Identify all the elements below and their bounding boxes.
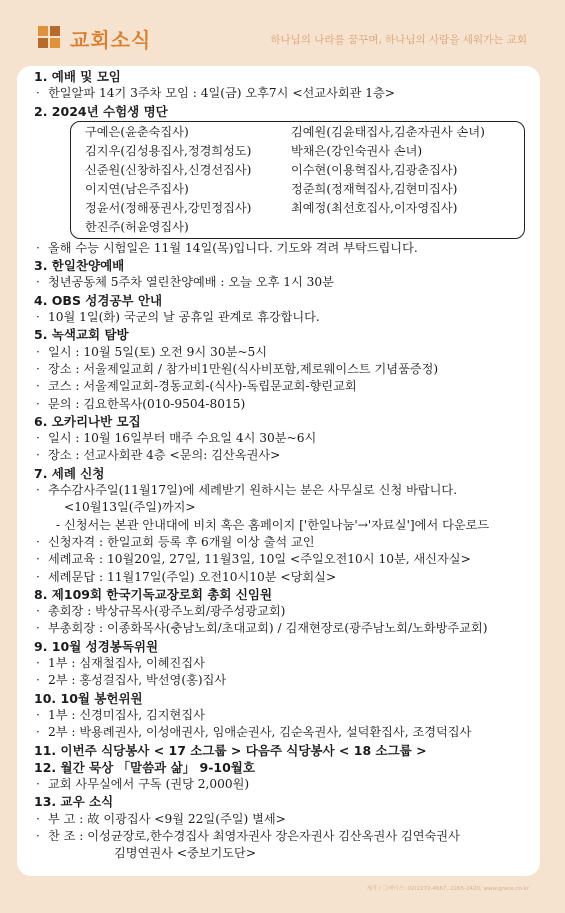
news-item: · 2부 : 홍성걸집사, 박선영(홍)집사 [34,672,539,689]
student-roster [70,121,525,239]
section-title: 4. OBS 성경공부 안내 [34,292,163,308]
logo-square [50,38,60,48]
page-title: 교회소식 [70,28,152,52]
news-item: · 2부 : 박용례권사, 이성애권사, 임애순권사, 김순옥권사, 설덕환집사, 조경덕집사 [34,724,539,741]
news-item: · 올해 수능 시험일은 11월 14일(목)입니다. 기도와 격려 부탁드립니다. [34,240,539,257]
news-item: · 부 고 : 故 이광집사 <9월 22일(주일) 별세> [34,811,539,828]
news-item: · 교회 사무실에서 구독 (권당 2,000원) [34,776,539,793]
section-title: 1. 예배 및 모임 [34,69,121,84]
roster-name: 김지우(김성용집사,정경희성도) [85,143,252,158]
roster-name [291,218,524,237]
news-item: · 총회장 : 박상규목사(광주노회/광주성광교회) [34,603,539,620]
news-item: <10월13일(주일)까지> [64,500,196,515]
roster-name: 정준희(정재혁집사,김현미집사) [291,181,458,196]
section-title: 11. 이번주 식당봉사 < 17 소그룹 > 다음주 식당봉사 < 18 소그룹 > [34,742,427,758]
news-item: · 10월 1일(화) 국군의 날 공휴일 관계로 휴강합니다. [34,309,539,326]
news-item: · 일시 : 10월 5일(토) 오전 9시 30분~5시 [34,344,539,361]
roster-name: 신준원(신창하집사,신경선집사) [85,162,252,177]
logo-square [38,26,48,36]
roster-name: 한진주(허윤영집사) [85,219,189,234]
logo-square [50,26,60,36]
section-title: 8. 제109회 한국기독교장로회 총회 신임원 [34,586,273,602]
section-title: 9. 10월 성경봉독위원 [34,638,159,654]
news-item: · 1부 : 신경미집사, 김지현집사 [34,707,539,724]
roster-name: 이수현(이용혁집사,김광춘집사) [291,162,458,177]
logo-icon [38,26,62,50]
section-title: 5. 녹색교회 탐방 [34,327,129,343]
news-item: 김명연권사 <중보기도단> [114,846,257,861]
header-tagline: 하나님의 나라를 꿈꾸며, 하나님의 사람을 세워가는 교회 [270,34,527,46]
section-title: 2. 2024년 수험생 명단 [34,103,168,119]
news-item: · 세례문답 : 11월17일(주일) 오전10시10분 <당회실> [34,569,539,586]
section-title: 7. 세례 신청 [34,465,105,481]
roster-name: 최예정(최선호집사,이자영집사) [291,200,458,215]
news-item: · 장소 : 선교사회관 4층 <문의: 김산옥권사> [34,447,539,464]
news-item: · 추수감사주일(11월17일)에 세례받기 원하시는 분은 사무실로 신청 바랍니다. [34,482,539,499]
footer-note: 제작 / 그레이스: 02)2272-4667, 2265-2420, www.grace.co.kr [366,886,529,892]
news-item: · 신청자격 : 한일교회 등록 후 6개월 이상 출석 교인 [34,534,539,551]
section-title: 12. 월간 묵상 「말씀과 삶」 9-10월호 [34,759,255,775]
news-item: · 문의 : 김요한목사(010-9504-8015) [34,396,539,413]
news-card [17,66,540,876]
roster-name: 이지연(남은주집사) [85,181,189,196]
roster-name: 구예은(윤춘숙집사) [85,124,189,139]
news-item: · 부총회장 : 이종화목사(충남노회/초대교회) / 김재현장로(광주남노회/노화방주교회) [34,620,539,637]
news-content [34,68,539,863]
news-item: · 세례교육 : 10월20일, 27일, 11월3일, 10일 <주일오전10시 10분, 새신자실> [34,551,539,568]
news-item: · 한일알파 14기 3주차 모임 : 4일(금) 오후7시 <선교사회관 1층> [34,85,539,102]
section-title: 6. 오카리나반 모집 [34,413,141,429]
roster-name: 정윤서(정해풍권사,강민정집사) [85,200,252,215]
roster-name: 김예원(김윤태집사,김춘자권사 손녀) [291,124,485,139]
news-item: · 청년공동체 5주차 열린찬양예배 : 오늘 오후 1시 30분 [34,274,539,291]
section-title: 10. 10월 봉헌위원 [34,690,143,706]
news-item: · 일시 : 10월 16일부터 매주 수요일 4시 30분~6시 [34,430,539,447]
news-item: · 코스 : 서울제일교회-경동교회-(식사)-독립문교회-향린교회 [34,378,539,395]
news-item: · 찬 조 : 이성균장로,한수경집사 최영자권사 장은자권사 김산옥권사 김연숙권사 [34,828,539,845]
section-title: 3. 한일찬양예배 [34,258,125,274]
news-item: · 1부 : 심재철집사, 이혜진집사 [34,655,539,672]
news-item: · 장소 : 서울제일교회 / 참가비1만원(식사비포함,제로웨이스트 기념품증정) [34,361,539,378]
roster-name: 박채은(강인숙권사 손녀) [291,143,423,158]
header [0,0,565,66]
section-title: 13. 교우 소식 [34,794,114,810]
news-item: - 신청서는 본관 안내대에 비치 혹은 홈페이지 ['한일나눔'→'자료실']에서 다운로드 [56,517,490,532]
logo-square [38,38,48,48]
